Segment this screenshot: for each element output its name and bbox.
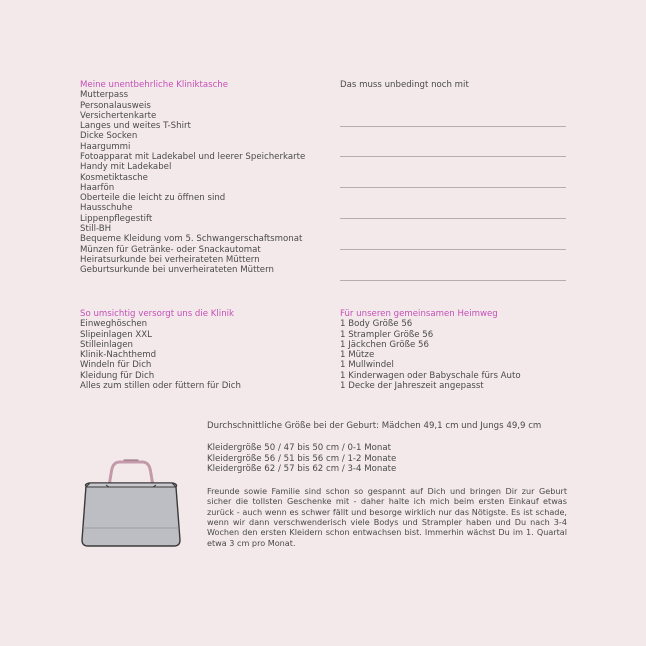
list-item: Einweghöschen [80,319,148,330]
list-item: Personalausweis [80,100,151,111]
list-item: Slipeinlagen XXL [80,329,152,340]
list-item: Fotoapparat mit Ladekabel und leerer Speicherkarte [80,151,306,162]
note-line[interactable] [340,249,566,250]
list-item: Alles zum stillen oder füttern für Dich [80,380,241,391]
klinik-versorgung-list [80,319,330,391]
list-item: Lippenpflegestift [80,213,153,224]
list-item: Haarfön [80,182,115,193]
heimweg-list [340,319,580,391]
list-item: 1 Kinderwagen oder Babyschale fürs Auto [340,370,521,381]
list-item: Hausschuhe [80,203,133,214]
gifts-paragraph: Freunde sowie Familie sind schon so gespannt auf Dich und bringen Dir zur Geburt sicher die tollsten Geschenke mit - daher halte ich mich beim ersten Einkauf etwas zurück - auch wenn es schwer fällt und besorge wirklich nur das Nötigste. Es ist schade, wenn wir dann verschwenderisch viele Bodys und Strampler haben und Du nach 3-4 Wochen den ersten Kleidern schon entwachsen bist. Immerhin wächst Du im 1. Quartal etwa 3 cm pro Monat. [207,486,567,548]
note-line[interactable] [340,187,566,188]
list-item: Stilleinlagen [80,339,133,350]
heimweg-heading: Für unseren gemeinsamen Heimweg [340,309,498,319]
kliniktasche-section [80,80,330,276]
kliniktasche-heading: Meine unentbehrliche Kliniktasche [80,80,229,90]
list-item: Langes und weites T-Shirt [80,121,191,132]
klinik-versorgung-section [80,309,330,391]
list-item: Mutterpass [80,90,129,101]
list-item: 1 Decke der Jahreszeit angepasst [340,380,484,391]
groessen-section [207,421,577,548]
kliniktasche-list [80,90,330,275]
note-line[interactable] [340,126,566,127]
list-item: Bequeme Kleidung vom 5. Schwangerschaftsmonat [80,234,303,245]
note-line[interactable] [340,280,566,281]
note-line[interactable] [340,218,566,219]
heimweg-section [340,309,580,391]
notes-heading: Das muss unbedingt noch mit [340,80,469,90]
list-item: Oberteile die leicht zu öffnen sind [80,193,226,204]
list-item: 1 Strampler Größe 56 [340,329,434,340]
hospital-bag-icon [76,456,186,551]
list-item: Haargummi [80,141,131,152]
list-item: Heiratsurkunde bei verheirateten Müttern [80,254,260,265]
list-item: Kleidergröße 62 / 57 bis 62 cm / 3-4 Monate [207,463,397,474]
average-size-text: Durchschnittliche Größe bei der Geburt: Mädchen 49,1 cm und Jungs 49,9 cm [207,421,542,431]
list-item: Klinik-Nachthemd [80,350,157,361]
list-item: Windeln für Dich [80,360,152,371]
note-line[interactable] [340,156,566,157]
list-item: Still-BH [80,224,112,235]
list-item: 1 Mütze [340,350,375,361]
list-item: 1 Jäckchen Größe 56 [340,339,429,350]
list-item: Handy mit Ladekabel [80,162,172,173]
list-item: Geburtsurkunde bei unverheirateten Müttern [80,265,274,276]
size-list [207,443,577,474]
list-item: 1 Mullwindel [340,360,394,371]
list-item: Kleidergröße 50 / 47 bis 50 cm / 0-1 Monat [207,443,391,454]
klinik-versorgung-heading: So umsichtig versorgt uns die Klinik [80,309,235,319]
list-item: Kleidung für Dich [80,370,155,381]
notes-section [340,80,570,90]
list-item: Kosmetiktasche [80,172,148,183]
list-item: Versichertenkarte [80,110,157,121]
list-item: Dicke Socken [80,131,138,142]
list-item: Kleidergröße 56 / 51 bis 56 cm / 1-2 Monate [207,453,397,464]
list-item: Münzen für Getränke- oder Snackautomat [80,244,261,255]
list-item: 1 Body Größe 56 [340,319,413,330]
